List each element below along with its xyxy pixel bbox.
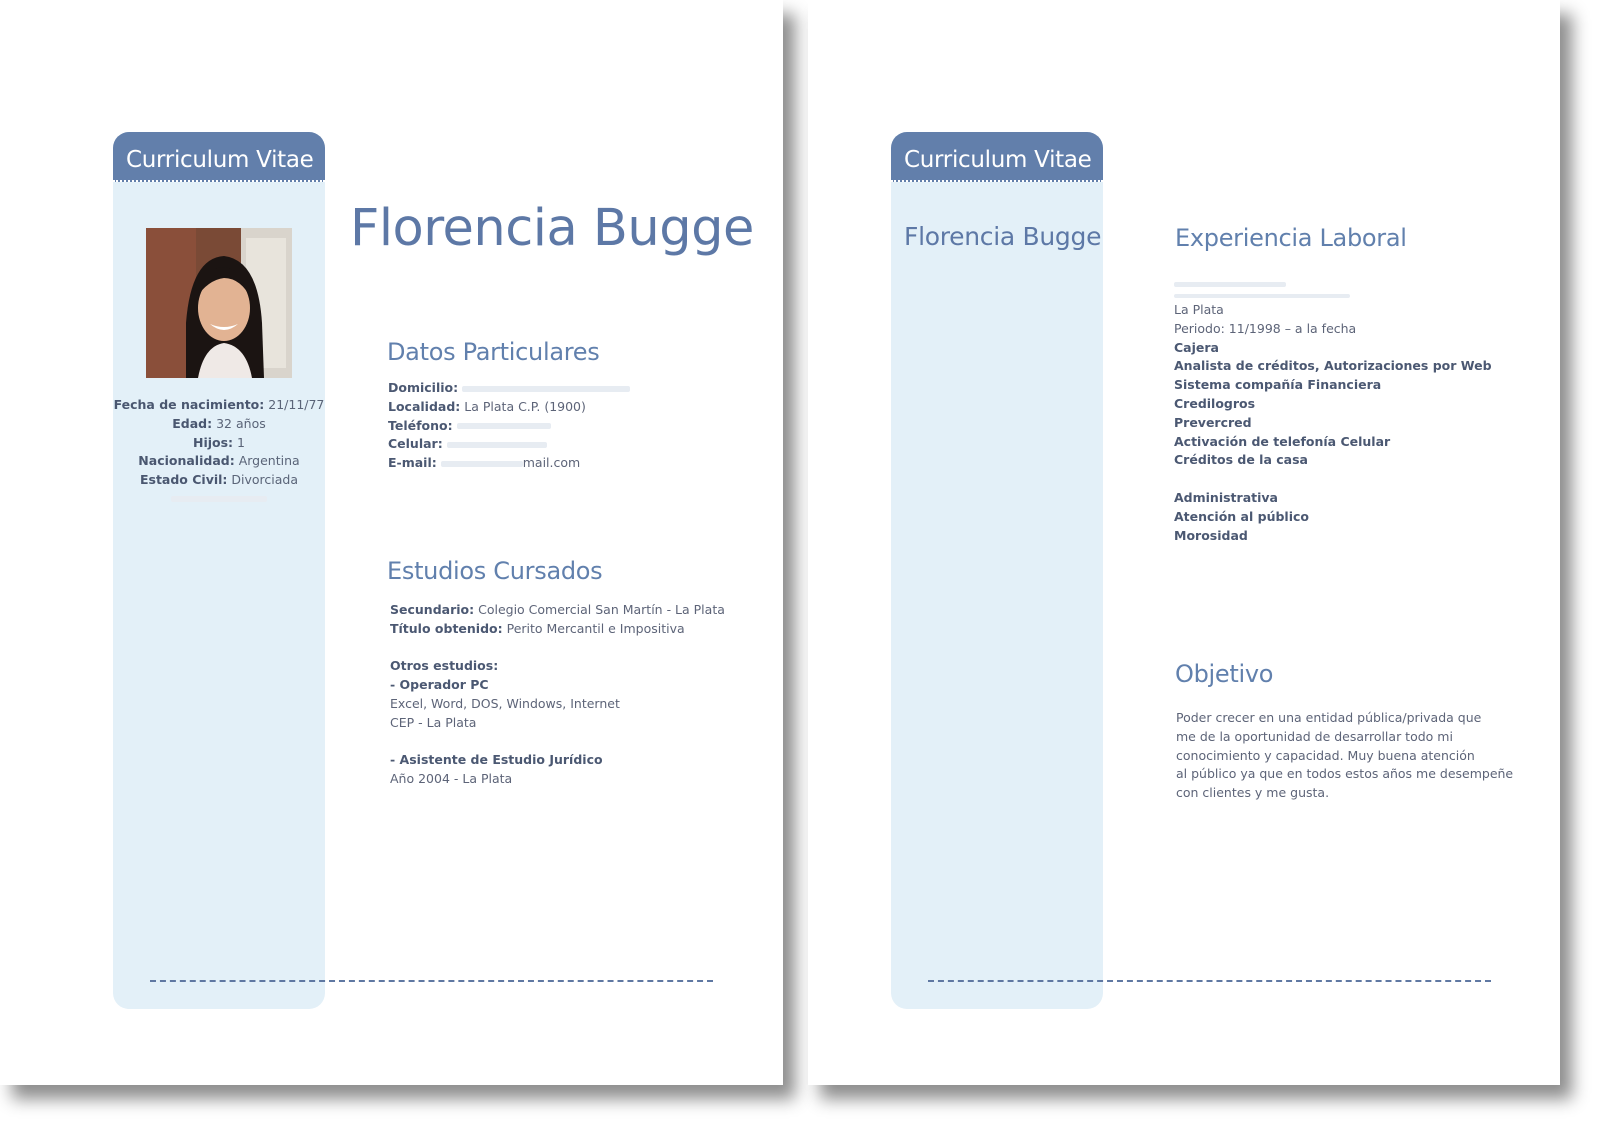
exp-role: Credilogros <box>1174 395 1256 411</box>
footer-divider <box>928 980 1491 982</box>
exp-role: Créditos de la casa <box>1174 452 1308 468</box>
experiencia-title: Experiencia Laboral <box>1175 224 1407 252</box>
exp-role: Administrativa <box>1174 489 1278 505</box>
exp-role: Analista de créditos, Autorizaciones por Web <box>1174 358 1492 374</box>
secundario-row: Secundario: Colegio Comercial San Martín - La Plata <box>390 602 725 617</box>
datos-row: Localidad: La Plata C.P. (1900) <box>388 398 586 414</box>
exp-role: Sistema compañía Financiera <box>1174 377 1382 393</box>
objetivo-line: con clientes y me gusta. <box>1176 785 1330 801</box>
exp-period: Periodo: 11/1998 – a la fecha <box>1174 320 1357 336</box>
estudios-title: Estudios Cursados <box>387 557 603 585</box>
exp-role: Activación de telefonía Celular <box>1174 433 1391 449</box>
objetivo-line: Poder crecer en una entidad pública/privada que <box>1176 710 1482 725</box>
objetivo-text <box>1176 709 1513 803</box>
footer-divider <box>150 980 713 982</box>
cv-page-1 <box>0 0 783 1085</box>
asistente-title: - Asistente de Estudio Jurídico <box>390 752 603 768</box>
redacted-row <box>1174 279 1492 289</box>
exp-role: Cajera <box>1174 339 1219 355</box>
exp-role: Atención al público <box>1174 508 1309 524</box>
datos-row: Teléfono: <box>388 417 630 436</box>
cv-page-2 <box>808 0 1560 1085</box>
profile-photo <box>146 228 292 378</box>
operador-line: CEP - La Plata <box>390 714 477 730</box>
operador-title: - Operador PC <box>390 677 489 693</box>
objetivo-line: me de la oportunidad de desarrollar todo mi <box>1176 728 1453 744</box>
datos-list <box>388 379 630 473</box>
datos-row: E-mail: mail.com <box>388 455 581 471</box>
otros-label: Otros estudios: <box>390 658 499 674</box>
candidate-name: Florencia Bugge <box>350 199 754 258</box>
exp-role: Morosidad <box>1174 527 1248 543</box>
personal-row: Edad: 32 años <box>172 415 266 431</box>
personal-row: Estado Civil: Divorciada <box>139 472 299 488</box>
experiencia-list <box>1174 279 1492 545</box>
datos-row: Celular: <box>388 435 630 454</box>
sidebar-title: Curriculum Vitae <box>891 132 1103 182</box>
portrait-image <box>146 228 292 378</box>
sidebar-name: Florencia Bugge <box>904 222 1102 251</box>
sidebar <box>891 132 1103 1009</box>
redacted-row <box>1174 289 1492 301</box>
datos-title: Datos Particulares <box>387 338 600 366</box>
exp-location: La Plata <box>1174 302 1224 317</box>
titulo-row: Título obtenido: Perito Mercantil e Impositiva <box>390 620 685 636</box>
asistente-line: Año 2004 - La Plata <box>390 771 513 787</box>
datos-row: Domicilio: <box>388 379 630 398</box>
personal-row: Nacionalidad: Argentina <box>138 453 300 469</box>
sidebar <box>113 132 325 1009</box>
estudios-list <box>390 601 725 789</box>
personal-row: Hijos: 1 <box>193 434 245 450</box>
exp-role: Prevercred <box>1174 414 1252 430</box>
redacted-row <box>113 490 325 509</box>
objetivo-line: al público ya que en todos estos años me desempeñe <box>1176 766 1514 782</box>
personal-row: Fecha de nacimiento: 21/11/77 <box>113 397 325 412</box>
objetivo-line: conocimiento y capacidad. Muy buena atención <box>1176 747 1475 763</box>
sidebar-title: Curriculum Vitae <box>113 132 325 182</box>
operador-line: Excel, Word, DOS, Windows, Internet <box>390 695 620 711</box>
personal-info <box>113 396 325 509</box>
objetivo-title: Objetivo <box>1175 660 1274 688</box>
